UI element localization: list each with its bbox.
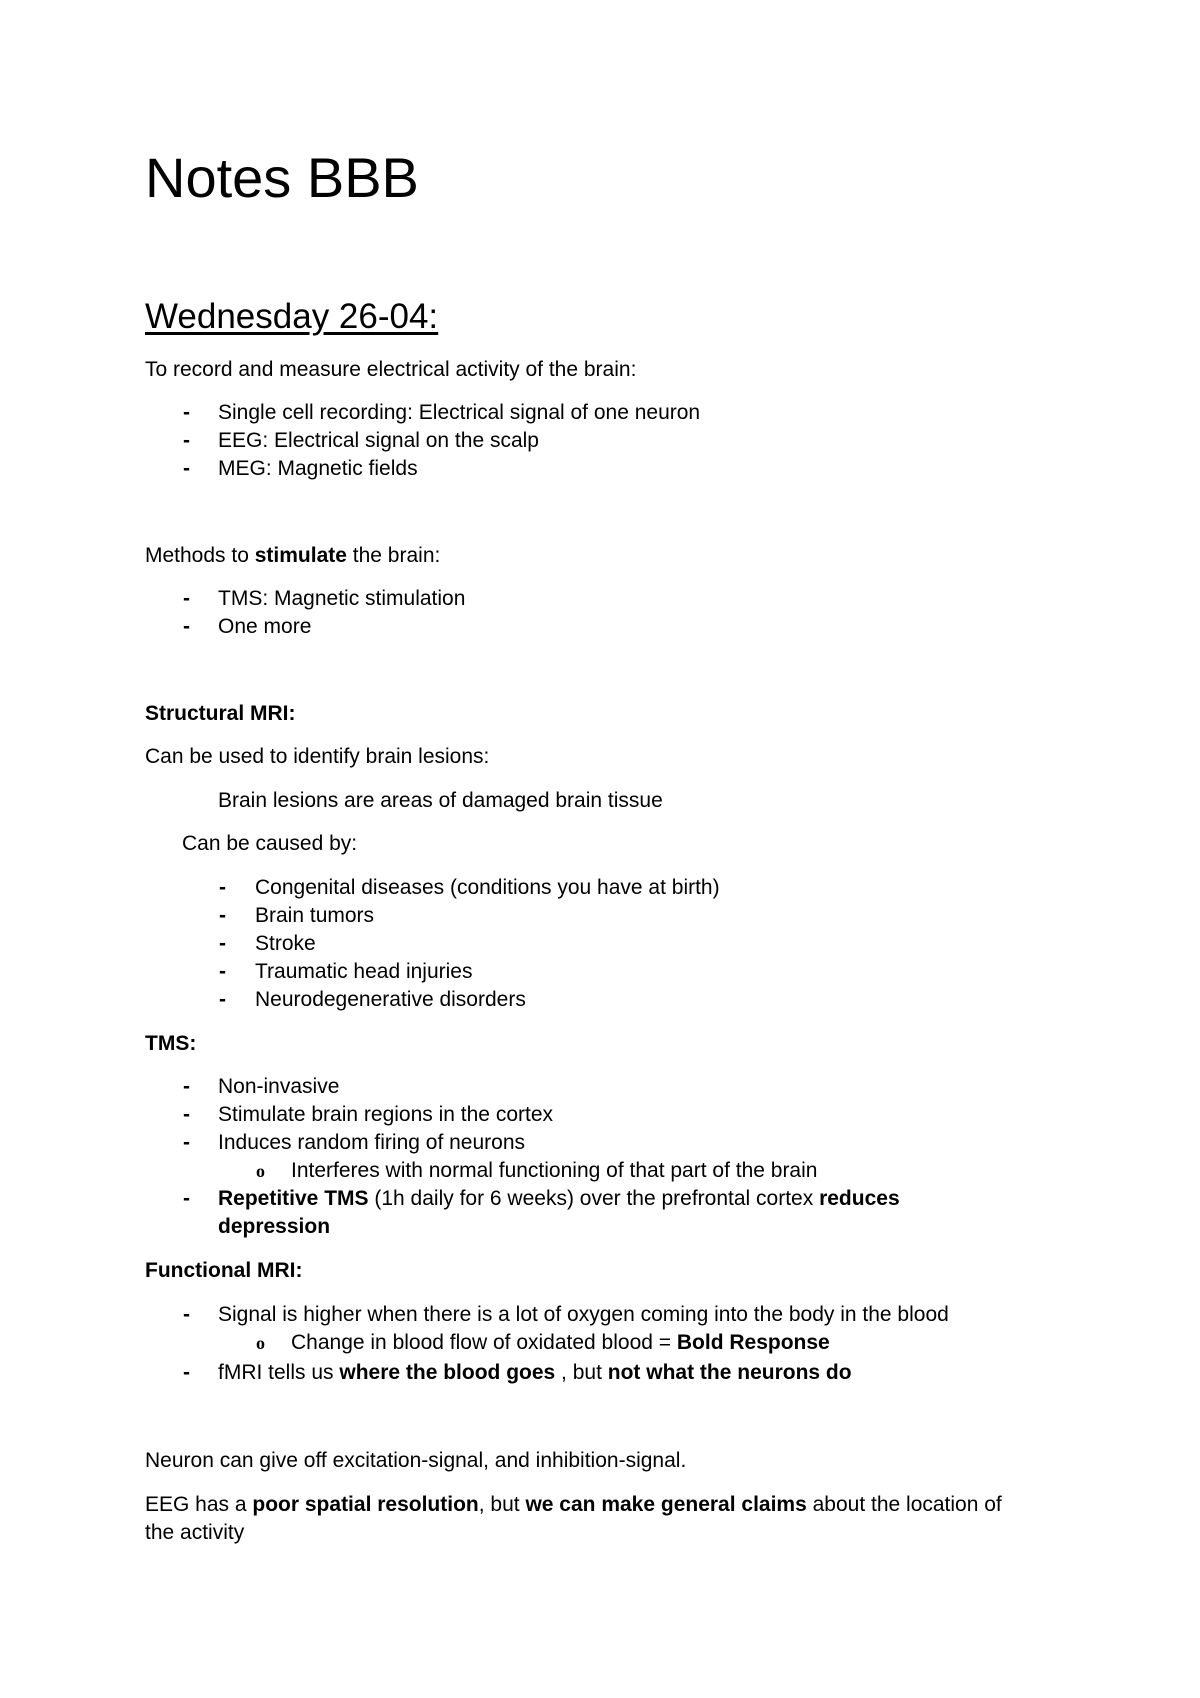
list-item: TMS: Magnetic stimulation — [218, 587, 466, 610]
list-item: Traumatic head injuries — [255, 960, 473, 983]
sec1-intro: To record and measure electrical activity of the brain: — [145, 358, 637, 381]
rtms-depression: depression — [218, 1215, 331, 1238]
list-item: Brain tumors — [255, 904, 375, 927]
bullet-dash: - — [219, 988, 226, 1011]
sec2-intro — [145, 542, 440, 570]
bullet-circle: o — [256, 1161, 265, 1181]
list-item: Neurodegenerative disorders — [255, 988, 526, 1011]
eeg-bold1: poor spatial resolution — [252, 1493, 479, 1516]
rtms-bold: Repetitive TMS — [218, 1187, 369, 1210]
bullet-circle: o — [256, 1333, 265, 1353]
bullet-dash: - — [183, 1075, 190, 1098]
sec2-intro-bold: stimulate — [254, 544, 347, 567]
rtms-mid: (1h daily for 6 weeks) over the prefrontal cortex — [368, 1187, 820, 1210]
list-item-fmri — [218, 1359, 852, 1387]
bullet-dash: - — [183, 587, 190, 610]
bullet-dash: - — [219, 932, 226, 955]
bullet-dash: - — [183, 1131, 190, 1154]
sec3-line2: Brain lesions are areas of damaged brain tissue — [218, 789, 663, 812]
rtms-reduces: reduces — [819, 1187, 900, 1210]
list-item: Induces random firing of neurons — [218, 1131, 526, 1154]
sub-list-item: Interferes with normal functioning of that part of the brain — [291, 1159, 818, 1182]
bullet-dash: - — [219, 960, 226, 983]
eeg-mid: , but — [478, 1493, 526, 1516]
sec5-heading: Functional MRI: — [145, 1259, 303, 1282]
fmri-mid: , but — [555, 1361, 608, 1384]
list-item: Signal is higher when there is a lot of oxygen coming into the body in the blood — [218, 1303, 949, 1326]
bullet-dash: - — [183, 615, 190, 638]
sec2-intro-pre: Methods to — [145, 544, 255, 567]
sub-list-item — [291, 1329, 830, 1357]
sec2-intro-post: the brain: — [346, 544, 441, 567]
list-item: EEG: Electrical signal on the scalp — [218, 429, 539, 452]
list-item: Non-invasive — [218, 1075, 340, 1098]
sec3-line3: Can be caused by: — [182, 832, 358, 855]
sec6-line1: Neuron can give off excitation-signal, and inhibition-signal. — [145, 1449, 687, 1472]
sec3-heading: Structural MRI: — [145, 702, 296, 725]
sec3-line1: Can be used to identify brain lesions: — [145, 745, 490, 768]
list-item: Stroke — [255, 932, 316, 955]
sec6-line3: the activity — [145, 1521, 245, 1544]
sec6-line2 — [145, 1491, 1002, 1519]
list-item-rtms — [218, 1185, 900, 1213]
list-item: MEG: Magnetic fields — [218, 457, 418, 480]
bullet-dash: - — [183, 1303, 190, 1326]
date-heading: Wednesday 26-04: — [145, 297, 439, 336]
bullet-dash: - — [183, 401, 190, 424]
bold-response: Bold Response — [676, 1331, 830, 1354]
sec4-heading: TMS: — [145, 1032, 197, 1055]
bullet-dash: - — [219, 904, 226, 927]
fmri-pre: fMRI tells us — [218, 1361, 340, 1384]
fmri-bold1: where the blood goes — [339, 1361, 556, 1384]
list-item: One more — [218, 615, 312, 638]
bullet-dash: - — [183, 1187, 190, 1210]
list-item: Single cell recording: Electrical signal of one neuron — [218, 401, 701, 424]
bullet-dash: - — [183, 457, 190, 480]
eeg-pre: EEG has a — [145, 1493, 253, 1516]
bullet-dash: - — [183, 1361, 190, 1384]
page-title: Notes BBB — [145, 146, 419, 209]
bullet-dash: - — [183, 429, 190, 452]
bullet-dash: - — [219, 876, 226, 899]
list-item: Stimulate brain regions in the cortex — [218, 1103, 554, 1126]
bold-response-pre: Change in blood flow of oxidated blood = — [291, 1331, 677, 1354]
list-item: Congenital diseases (conditions you have at birth) — [255, 876, 720, 899]
eeg-post: about the location of — [806, 1493, 1002, 1516]
fmri-bold2: not what the neurons do — [607, 1361, 852, 1384]
bullet-dash: - — [183, 1103, 190, 1126]
eeg-bold2: we can make general claims — [525, 1493, 807, 1516]
